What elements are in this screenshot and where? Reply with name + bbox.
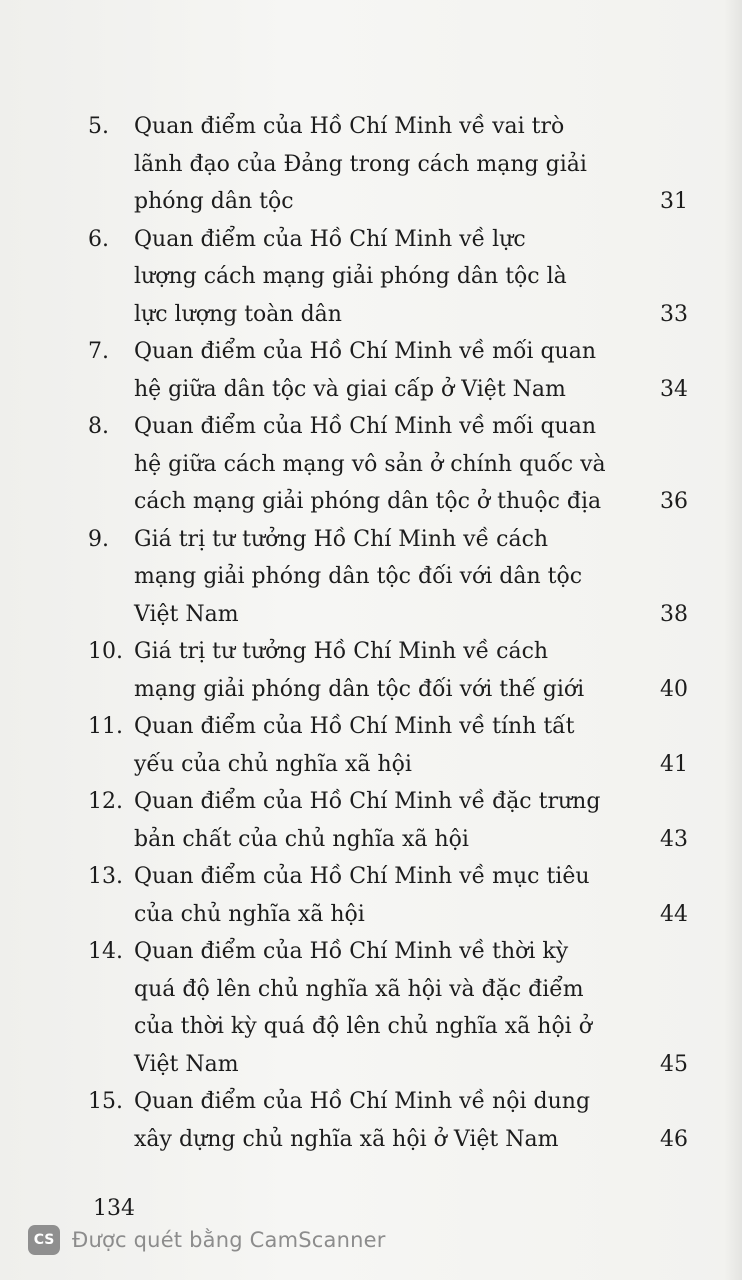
camscanner-watermark [28,1222,386,1258]
toc-entry-page: 34 [660,376,688,402]
toc-entry-number: 11. [88,714,123,739]
toc-entry [88,633,688,708]
toc-entry-number: 7. [88,339,109,364]
toc-entry [88,783,688,858]
toc-entry-page: 40 [660,676,688,702]
toc-entry-title-line: Việt Nam [134,1051,239,1077]
toc-entry-title-line: lãnh đạo của Đảng trong cách mạng giải [134,151,587,177]
page-number-folio: 134 [93,1196,135,1221]
toc-entry-title-line: Quan điểm của Hồ Chí Minh về mối quan [134,339,596,364]
toc-entry-title-line: quá độ lên chủ nghĩa xã hội và đặc điểm [134,976,584,1002]
toc-entry-title [134,408,616,521]
toc-entry-number: 9. [88,526,109,552]
toc-entry-title [134,333,616,408]
toc-entry-title [134,708,616,783]
toc-entry-title-line: Việt Nam [134,601,239,627]
toc-entry [88,1083,688,1158]
toc-entry-title-line: yếu của chủ nghĩa xã hội [134,751,412,777]
toc-entry-title [134,933,616,1083]
toc-entry [88,858,688,933]
camscanner-logo-icon: CS [28,1225,60,1255]
toc-entry-title-line: của thời kỳ quá độ lên chủ nghĩa xã hội ở [134,1014,592,1039]
toc-entry-title-line: hệ giữa dân tộc và giai cấp ở Việt Nam [134,376,566,402]
toc-entry-number: 12. [88,789,123,814]
toc-entry-number: 13. [88,864,123,889]
toc-entry [88,108,688,221]
toc-entry-number: 10. [88,639,123,664]
toc-entry-title-line: của chủ nghĩa xã hội [134,901,365,927]
toc-entry-page: 45 [660,1051,688,1077]
toc-entry-title-line: Quan điểm của Hồ Chí Minh về đặc trưng [134,789,601,814]
toc-entry-title-line: Giá trị tư tưởng Hồ Chí Minh về cách [134,639,549,664]
toc-entry-title [134,1083,616,1158]
toc-entry-title-line: phóng dân tộc [134,189,294,214]
toc-entry-page: 33 [660,301,688,327]
toc-entry-page: 41 [660,751,688,777]
toc-entry-page: 38 [660,601,688,627]
toc-entry-title-line: bản chất của chủ nghĩa xã hội [134,826,469,852]
toc-entry-title-line: Quan điểm của Hồ Chí Minh về tính tất [134,714,575,739]
toc-entry-title [134,108,616,221]
table-of-contents [88,108,688,1158]
toc-entry-number: 5. [88,114,109,139]
toc-entry-page: 43 [660,826,688,852]
watermark-text: Được quét bằng CamScanner [72,1228,386,1252]
toc-entry [88,221,688,334]
toc-entry-page: 36 [660,489,688,514]
toc-entry-page: 46 [660,1126,688,1152]
toc-entry-number: 14. [88,939,123,964]
toc-entry [88,521,688,634]
toc-entry-title-line: mạng giải phóng dân tộc đối với dân tộc [134,564,583,589]
toc-entry-title [134,858,616,933]
toc-entry-title-line: lực lượng toàn dân [134,301,342,327]
toc-entry-title [134,783,616,858]
toc-entry-title [134,221,616,334]
toc-entry-title-line: hệ giữa cách mạng vô sản ở chính quốc và [134,451,606,477]
toc-entry-title [134,521,616,634]
toc-entry-number: 8. [88,414,109,439]
toc-entry-title-line: mạng giải phóng dân tộc đối với thế giới [134,676,585,702]
toc-entry-title-line: Quan điểm của Hồ Chí Minh về lực [134,226,526,252]
toc-entry-title [134,633,616,708]
toc-entry-title-line: Quan điểm của Hồ Chí Minh về vai trò [134,114,565,139]
toc-entry [88,933,688,1083]
toc-entry-title-line: Quan điểm của Hồ Chí Minh về mục tiêu [134,864,590,889]
toc-entry-title-line: cách mạng giải phóng dân tộc ở thuộc địa [134,489,602,514]
toc-entry [88,708,688,783]
toc-entry-title-line: Giá trị tư tưởng Hồ Chí Minh về cách [134,526,549,552]
toc-entry-title-line: Quan điểm của Hồ Chí Minh về mối quan [134,414,596,439]
toc-entry-title-line: Quan điểm của Hồ Chí Minh về nội dung [134,1089,591,1114]
toc-entry [88,333,688,408]
toc-entry [88,408,688,521]
toc-entry-number: 6. [88,226,109,252]
toc-entry-title-line: lượng cách mạng giải phóng dân tộc là [134,264,567,289]
toc-entry-number: 15. [88,1089,123,1114]
toc-entry-title-line: xây dựng chủ nghĩa xã hội ở Việt Nam [134,1126,559,1152]
toc-entry-page: 31 [660,189,688,214]
toc-entry-title-line: Quan điểm của Hồ Chí Minh về thời kỳ [134,939,569,964]
toc-entry-page: 44 [660,901,688,927]
